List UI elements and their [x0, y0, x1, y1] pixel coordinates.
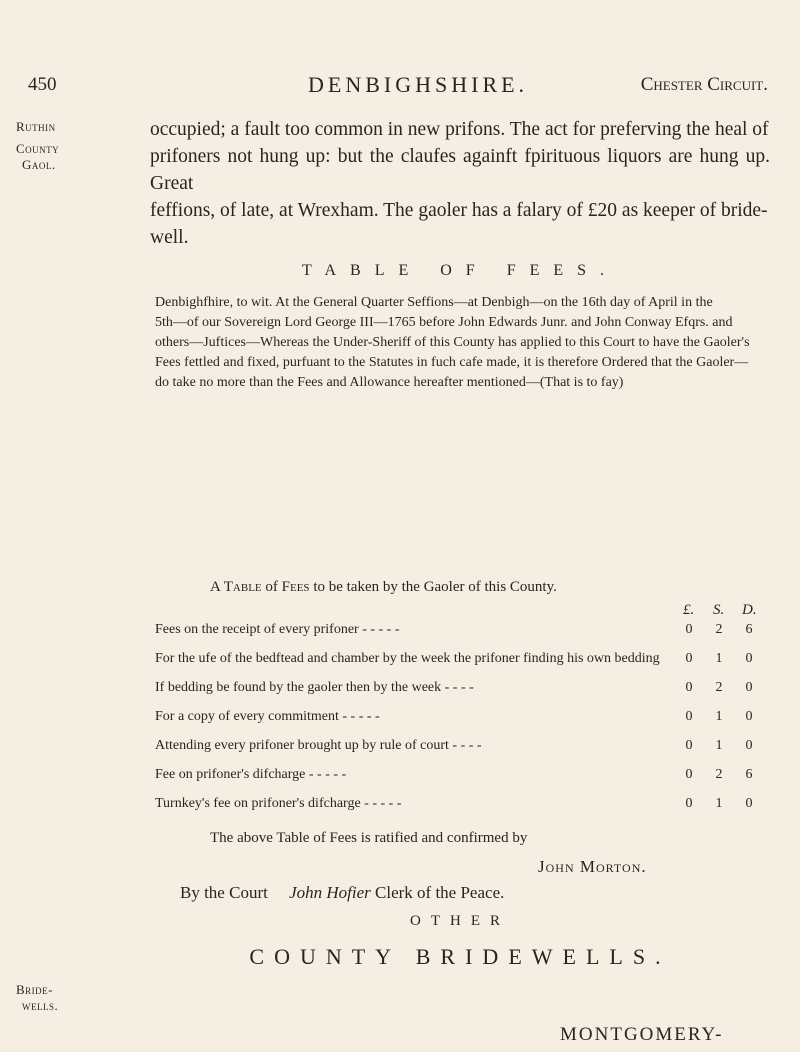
- fee-amount-s: 1: [715, 796, 723, 811]
- fee-row: [155, 767, 765, 788]
- fees-heading: TABLE OF FEES.: [301, 262, 619, 279]
- fee-table-title: [210, 579, 557, 596]
- title-word: of: [265, 579, 278, 595]
- title-word: to be taken by the Gaoler of this County.: [313, 579, 557, 595]
- fee-amount-d: 0: [745, 651, 753, 666]
- fee-amount-s: 2: [715, 680, 723, 695]
- fee-amount-l: 0: [685, 709, 693, 724]
- fee-amount-l: 0: [685, 651, 693, 666]
- fee-amount-s: 1: [715, 651, 723, 666]
- fee-description: If bedding be found by the gaoler then by the week - - - -: [155, 680, 474, 695]
- title-word: A: [210, 579, 221, 595]
- fee-amount-d: 0: [745, 709, 753, 724]
- text-line: do take no more than the Fees and Allowance hereafter mentioned—(That is to fay): [155, 375, 624, 390]
- fee-amount-d: 0: [745, 796, 753, 811]
- column-pounds: £.: [683, 602, 695, 618]
- fee-amount-l: 0: [685, 680, 693, 695]
- sidenote-line: Gaol.: [22, 157, 56, 172]
- fee-amount-s: 1: [715, 709, 723, 724]
- signatory: John Morton.: [538, 857, 647, 876]
- fee-amount-d: 6: [745, 622, 753, 637]
- fee-description: Turnkey's fee on prifoner's difcharge - - - - -: [155, 796, 402, 811]
- text-line: others—Juftices—Whereas the Under-Sheriff of this County has applied to this Court to have the Gaoler's: [155, 335, 750, 350]
- text-line: 5th—of our Sovereign Lord George III—1765 before John Edwards Junr. and John Conway Efqrs. and: [155, 315, 733, 330]
- fee-description: Fee on prifoner's difcharge - - - - -: [155, 767, 347, 782]
- header-title: DENBIGHSHIRE.: [308, 72, 529, 97]
- bridewells-heading: COUNTY BRIDEWELLS.: [249, 944, 671, 969]
- court-line: [180, 883, 504, 903]
- sidenote-line: Ruthin: [16, 119, 56, 134]
- fee-amount-d: 0: [745, 680, 753, 695]
- catchword: MONTGOMERY-: [560, 1024, 724, 1045]
- sidenote-line: wells.: [22, 998, 59, 1013]
- fee-row: [155, 796, 765, 817]
- fee-amount-s: 2: [715, 767, 723, 782]
- fee-amount-l: 0: [685, 767, 693, 782]
- text-line: feffions, of late, at Wrexham. The gaoler has a falary of £20 as keeper of bride-: [150, 200, 768, 221]
- fee-amount-s: 1: [715, 738, 723, 753]
- other-heading: OTHER: [410, 913, 510, 929]
- text-line: Denbighfhire, to wit. At the General Quarter Seffions—at Denbigh—on the 16th day of April in the: [155, 295, 713, 310]
- title-word: Table: [223, 579, 262, 595]
- column-shillings: S.: [713, 602, 725, 618]
- sidenote-ruthin: [16, 119, 59, 173]
- sidenote-line: County: [16, 141, 60, 156]
- header-circuit: Chester Circuit.: [640, 74, 768, 95]
- fee-row: [155, 651, 765, 672]
- fee-description: For a copy of every commitment - - - - -: [155, 709, 380, 724]
- court-prefix: By the Court: [180, 883, 268, 902]
- text-line: prifoners not hung up: but the claufes againft fpirituous liquors are hung up. Great: [150, 146, 770, 194]
- sidenote-bridewells: [16, 982, 58, 1014]
- fee-amount-l: 0: [685, 796, 693, 811]
- fee-description: Fees on the receipt of every prifoner - - - - -: [155, 622, 400, 637]
- sidenote-line: Bride-: [16, 982, 53, 997]
- fee-amount-l: 0: [685, 622, 693, 637]
- fee-row: [155, 738, 765, 759]
- fee-amount-l: 0: [685, 738, 693, 753]
- text-line: Fees fettled and fixed, purfuant to the Statutes in fuch cafe made, it is therefore Ordered that the Gaoler—: [155, 355, 749, 370]
- fee-row: [155, 709, 765, 730]
- column-pence: D.: [742, 602, 757, 618]
- text-line: well.: [150, 227, 189, 248]
- paragraph-ruthin: [150, 116, 770, 251]
- ratified-line: The above Table of Fees is ratified and confirmed by: [210, 830, 528, 846]
- fee-amount-d: 6: [745, 767, 753, 782]
- fee-row: [155, 680, 765, 701]
- fee-amount-d: 0: [745, 738, 753, 753]
- running-header: [28, 72, 768, 102]
- clerk-title: Clerk of the Peace.: [375, 883, 505, 902]
- fee-description: Attending every prifoner brought up by rule of court - - - -: [155, 738, 482, 753]
- order-text: [155, 293, 765, 393]
- fee-amount-s: 2: [715, 622, 723, 637]
- title-word: Fees: [281, 579, 310, 595]
- page-number: 450: [28, 74, 57, 95]
- fee-row: [155, 622, 765, 643]
- text-line: occupied; a fault too common in new prifons. The act for preferving the heal of: [150, 119, 769, 140]
- fee-description: For the ufe of the bedftead and chamber by the week the prifoner finding his own bedding: [155, 651, 660, 666]
- clerk-name: John Hofier: [289, 883, 371, 902]
